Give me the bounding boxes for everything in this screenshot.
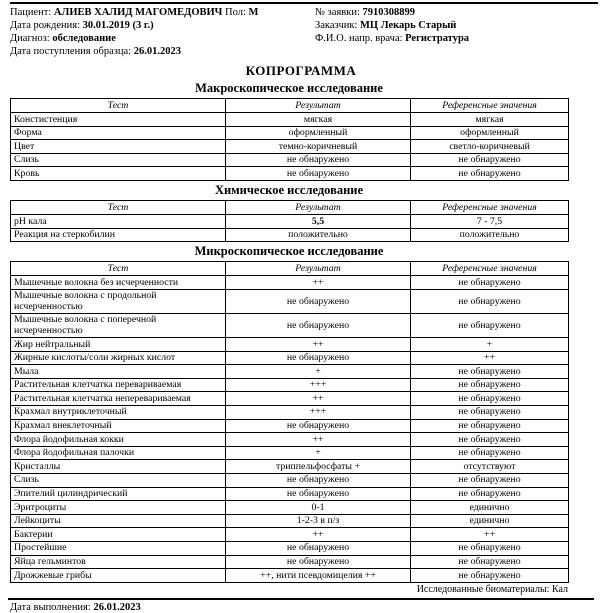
table-row [11, 528, 569, 542]
result-cell: ++ [226, 433, 411, 447]
table-row [11, 460, 569, 474]
test-name-cell: Жир нейтральный [11, 338, 226, 352]
test-name-cell: Флора йодофильная кокки [11, 433, 226, 447]
reference-cell: ++ [411, 528, 569, 542]
reference-cell: + [411, 338, 569, 352]
reference-cell: не обнаружено [411, 313, 569, 337]
request-number: 7910308899 [362, 7, 416, 18]
test-name-cell: Эритроциты [11, 501, 226, 515]
test-name-cell: Кровь [11, 167, 226, 181]
test-name-cell: Констистенция [11, 113, 226, 127]
table-header-row [11, 201, 569, 215]
patient-label: Пациент: [10, 7, 52, 18]
test-name-cell: pH кала [11, 215, 226, 229]
test-name-cell: Простейшие [11, 541, 226, 555]
result-cell: +++ [226, 405, 411, 419]
result-cell: ++ [226, 528, 411, 542]
test-name-cell: Слизь [11, 153, 226, 167]
table-row [11, 501, 569, 515]
biomaterials-note: Исследованные биоматериалы: Кал [416, 583, 568, 595]
reference-cell: не обнаружено [411, 569, 569, 583]
result-cell: не обнаружено [226, 153, 411, 167]
result-cell: ++, нити псевдомицелия ++ [226, 569, 411, 583]
referring-doctor-line [315, 32, 590, 45]
test-name-cell: Кристаллы [11, 460, 226, 474]
result-cell: не обнаружено [226, 473, 411, 487]
reference-cell: не обнаружено [411, 419, 569, 433]
table-row [11, 433, 569, 447]
header-left-column [10, 6, 315, 58]
table-row [11, 378, 569, 392]
result-cell: мягкая [226, 113, 411, 127]
test-name-cell: Растительная клетчатка перевариваемая [11, 378, 226, 392]
section-heading-1: Химическое исследование [214, 183, 364, 198]
test-name-cell: Эпителий цилиндрический [11, 487, 226, 501]
reference-cell: не обнаружено [411, 378, 569, 392]
reference-cell: не обнаружено [411, 405, 569, 419]
results-table-0 [10, 98, 569, 181]
sample-date-label: Дата поступления образца: [10, 46, 132, 58]
table-row [11, 228, 569, 242]
test-name-cell: Мыла [11, 365, 226, 379]
patient-name: АЛИЕВ ХАЛИД МАГОМЕДОВИЧ [53, 7, 223, 18]
results-table-2 [10, 261, 569, 582]
test-name-cell: Яйца гельминтов [11, 555, 226, 569]
reference-cell: не обнаружено [411, 392, 569, 406]
result-cell: оформленный [226, 126, 411, 140]
result-cell: + [226, 365, 411, 379]
column-header-2: Референсные значения [411, 201, 569, 215]
column-header-2: Референсные значения [411, 99, 569, 113]
result-cell: триппельфосфаты + [226, 460, 411, 474]
result-cell: +++ [226, 378, 411, 392]
table-row [11, 276, 569, 290]
column-header-0: Тест [11, 262, 226, 276]
reference-cell: положительно [411, 228, 569, 242]
table-row [11, 473, 569, 487]
test-name-cell: Форма [11, 126, 226, 140]
column-header-0: Тест [11, 201, 226, 215]
reference-cell: не обнаружено [411, 153, 569, 167]
table-header-row [11, 262, 569, 276]
test-name-cell: Мышечные волокна без исчерченности [11, 276, 226, 290]
table-row [11, 215, 569, 229]
test-name-cell: Мышечные волокна с продольной исчерченностью [11, 289, 226, 313]
header-right-column [315, 6, 590, 58]
report-sections [10, 81, 568, 583]
completion-date-value: 26.01.2023 [93, 601, 141, 613]
test-name-cell: Мышечные волокна с поперечной исчерченностью [11, 313, 226, 337]
test-name-cell: Флора йодофильная палочки [11, 446, 226, 460]
table-row [11, 541, 569, 555]
table-row [11, 446, 569, 460]
result-cell: не обнаружено [226, 313, 411, 337]
sex-label: Пол: [225, 7, 246, 18]
customer-value: МЦ Лекарь Старый [360, 20, 457, 32]
test-name-cell: Лейкоциты [11, 514, 226, 528]
request-line [315, 6, 590, 19]
result-cell: не обнаружено [226, 289, 411, 313]
reference-cell: не обнаружено [411, 487, 569, 501]
result-cell: 5,5 [226, 215, 411, 229]
result-cell: темно-коричневый [226, 140, 411, 154]
reference-cell: мягкая [411, 113, 569, 127]
result-cell: не обнаружено [226, 487, 411, 501]
column-header-1: Результат [226, 99, 411, 113]
diagnosis-label: Диагноз: [10, 33, 50, 45]
reference-cell: отсутствуют [411, 460, 569, 474]
diagnosis-value: обследование [52, 33, 116, 45]
result-cell: ++ [226, 276, 411, 290]
top-divider [10, 2, 598, 4]
sample-date-value: 26.01.2023 [133, 46, 181, 58]
result-cell: не обнаружено [226, 351, 411, 365]
test-name-cell: Крахмал внутриклеточный [11, 405, 226, 419]
patient-line [10, 6, 315, 19]
result-cell: ++ [226, 338, 411, 352]
reference-cell: светло-коричневый [411, 140, 569, 154]
reference-cell: не обнаружено [411, 276, 569, 290]
reference-cell: ++ [411, 351, 569, 365]
reference-cell: не обнаружено [411, 541, 569, 555]
result-cell: не обнаружено [226, 555, 411, 569]
table-row [11, 351, 569, 365]
birthdate-label: Дата рождения: [10, 20, 81, 32]
reference-cell: не обнаружено [411, 289, 569, 313]
table-row [11, 140, 569, 154]
table-row [11, 338, 569, 352]
sample-date-line [10, 45, 315, 58]
result-cell: не обнаружено [226, 167, 411, 181]
table-header-row [11, 99, 569, 113]
reference-cell: единично [411, 514, 569, 528]
table-row [11, 392, 569, 406]
column-header-0: Тест [11, 99, 226, 113]
reference-cell: не обнаружено [411, 473, 569, 487]
reference-cell: не обнаружено [411, 365, 569, 379]
customer-label: Заказчик: [315, 20, 358, 32]
section-heading-2: Микроскопическое исследование [194, 244, 384, 259]
sex-value: М [248, 7, 259, 18]
section-heading-0: Макроскопическое исследование [195, 81, 383, 96]
referring-doctor-value: Регистратура [405, 33, 470, 45]
result-cell: ++ [226, 392, 411, 406]
table-row [11, 405, 569, 419]
reference-cell: оформленный [411, 126, 569, 140]
test-name-cell: Дрожжевые грибы [11, 569, 226, 583]
test-name-cell: Бактерии [11, 528, 226, 542]
table-row [11, 419, 569, 433]
table-row [11, 289, 569, 313]
table-row [11, 365, 569, 379]
table-row [11, 113, 569, 127]
result-cell: положительно [226, 228, 411, 242]
reference-cell: не обнаружено [411, 555, 569, 569]
test-name-cell: Реакция на стеркобилин [11, 228, 226, 242]
reference-cell: не обнаружено [411, 167, 569, 181]
referring-doctor-label: Ф.И.О. напр. врача: [315, 33, 403, 45]
table-row [11, 514, 569, 528]
diagnosis-line [10, 32, 315, 45]
request-label: № заявки: [315, 7, 360, 18]
test-name-cell: Слизь [11, 473, 226, 487]
birthdate-value: 30.01.2019 (3 г.) [82, 20, 154, 32]
table-row [11, 487, 569, 501]
results-table-1 [10, 200, 569, 242]
reference-cell: 7 - 7,5 [411, 215, 569, 229]
reference-cell: не обнаружено [411, 446, 569, 460]
result-cell: + [226, 446, 411, 460]
table-row [11, 153, 569, 167]
customer-line [315, 19, 590, 32]
test-name-cell: Растительная клетчатка неперевариваемая [11, 392, 226, 406]
test-name-cell: Жирные кислоты/соли жирных кислот [11, 351, 226, 365]
table-row [11, 126, 569, 140]
bottom-divider [8, 598, 594, 600]
completion-date-label: Дата выполнения: [10, 601, 91, 613]
test-name-cell: Цвет [11, 140, 226, 154]
report-title: КОПРОГРАММА [245, 63, 357, 79]
table-row [11, 569, 569, 583]
result-cell: не обнаружено [226, 419, 411, 433]
result-cell: 1-2-3 в п/з [226, 514, 411, 528]
column-header-2: Референсные значения [411, 262, 569, 276]
column-header-1: Результат [226, 201, 411, 215]
table-row [11, 313, 569, 337]
birthdate-line [10, 19, 315, 32]
report-header [10, 6, 592, 58]
test-name-cell: Крахмал внеклеточный [11, 419, 226, 433]
column-header-1: Результат [226, 262, 411, 276]
completion-date-line [10, 602, 592, 613]
reference-cell: единично [411, 501, 569, 515]
result-cell: 0-1 [226, 501, 411, 515]
table-row [11, 167, 569, 181]
reference-cell: не обнаружено [411, 433, 569, 447]
result-cell: не обнаружено [226, 541, 411, 555]
table-row [11, 555, 569, 569]
